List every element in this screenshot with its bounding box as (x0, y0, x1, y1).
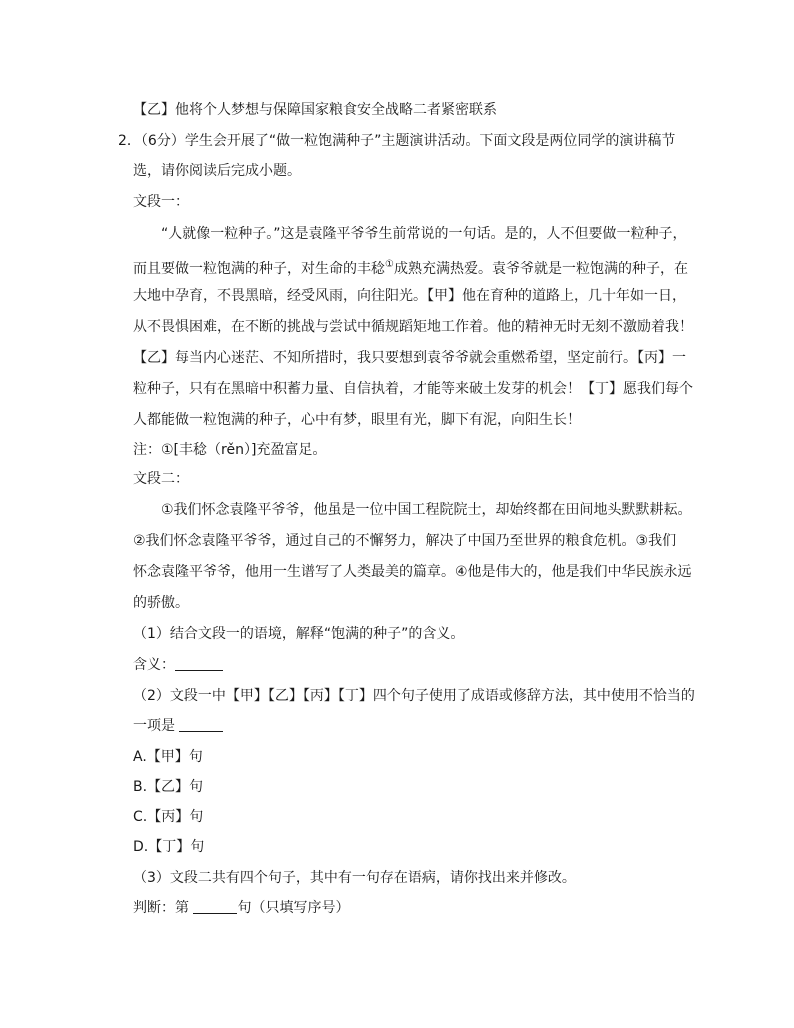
passage-1-line-7: 人都能做一粒饱满的种子，心中有梦，眼里有光，脚下有泥，向阳生长！ (133, 412, 581, 428)
sub-question-1-prompt: （1）结合文段一的语境，解释“饱满的种子”的含义。 (133, 626, 465, 642)
answer-blank[interactable] (193, 899, 237, 914)
passage-2-heading: 文段二： (133, 471, 189, 487)
sub-question-3-answer (133, 898, 349, 918)
passage-2-line-1: ①我们怀念袁隆平爷爷，他虽是一位中国工程院院士，却始终都在田间地头默默耕耘。 (161, 502, 692, 518)
passage-1-line-1: “人就像一粒种子。”这是袁隆平爷爷生前常说的一句话。是的，人不但要做一粒种子， (161, 226, 687, 242)
footnote-marker: ① (385, 259, 394, 270)
top-line: 【乙】他将个人梦想与保障国家粮食安全战略二者紧密联系 (133, 102, 497, 118)
prompt-text: 一项是 (133, 718, 180, 734)
sub-question-2-prompt-line-1: （2）文段一中【甲】【乙】【丙】【丁】四个句子使用了成语或修辞方法，其中使用不恰当的 (133, 688, 695, 704)
sub-question-2-prompt-line-2 (133, 716, 223, 736)
passage-1-heading: 文段一： (133, 194, 189, 210)
passage-1-line-2 (133, 255, 688, 275)
passage-2-line-2: ②我们怀念袁隆平爷爷，通过自己的不懈努力，解决了中国乃至世界的粮食危机。③我们 (133, 533, 677, 549)
answer-blank[interactable] (179, 717, 223, 732)
option-d[interactable]: D.【丁】句 (133, 839, 205, 855)
answer-blank[interactable] (175, 656, 223, 671)
footnote: 注：①[丰稔（rěn）]充盈富足。 (133, 442, 327, 458)
passage-2-line-3: 怀念袁隆平爷爷，他用一生谱写了人类最美的篇章。④他是伟大的，他是我们中华民族永远 (133, 564, 692, 580)
passage-1-line-2-tail: 成熟充满热爱。袁爷爷就是一粒饱满的种子，在 (393, 261, 688, 277)
sub-question-1-answer (133, 655, 223, 675)
answer-label: 含义： (133, 657, 175, 673)
passage-1-line-6: 粒种子，只有在黑暗中积蓄力量、自信执着，才能等来破土发芽的机会！【丁】愿我们每个 (133, 381, 693, 397)
passage-1-line-2-head: 而且要做一粒饱满的种子，对生命的丰稔 (133, 261, 385, 277)
answer-prefix: 判断：第 (133, 900, 194, 916)
option-b[interactable]: B.【乙】句 (133, 779, 204, 795)
passage-2-line-4: 的骄傲。 (133, 595, 189, 611)
sub-question-3-prompt: （3）文段二共有四个句子，其中有一句存在语病，请你找出来并修改。 (133, 870, 576, 886)
question-2-line-1: 2．（6分）学生会开展了“做一粒饱满种子”主题演讲活动。下面文段是两位同学的演讲稿节 (118, 133, 676, 149)
answer-suffix: 句（只填写序号） (237, 900, 350, 916)
question-2-line-2: 选，请你阅读后完成小题。 (133, 163, 301, 179)
passage-1-line-3: 大地中孕育，不畏黑暗，经受风雨，向往阳光。【甲】他在育种的道路上，几十年如一日， (133, 288, 686, 304)
passage-1-line-5: 【乙】每当内心迷茫、不知所措时，我只要想到袁爷爷就会重燃希望，坚定前行。【丙】一 (133, 350, 686, 366)
option-c[interactable]: C.【丙】句 (133, 809, 204, 825)
option-a[interactable]: A.【甲】句 (133, 749, 203, 765)
passage-1-line-4: 从不畏惧困难，在不断的挑战与尝试中循规蹈矩地工作着。他的精神无时无刻不激励着我！ (133, 319, 693, 335)
